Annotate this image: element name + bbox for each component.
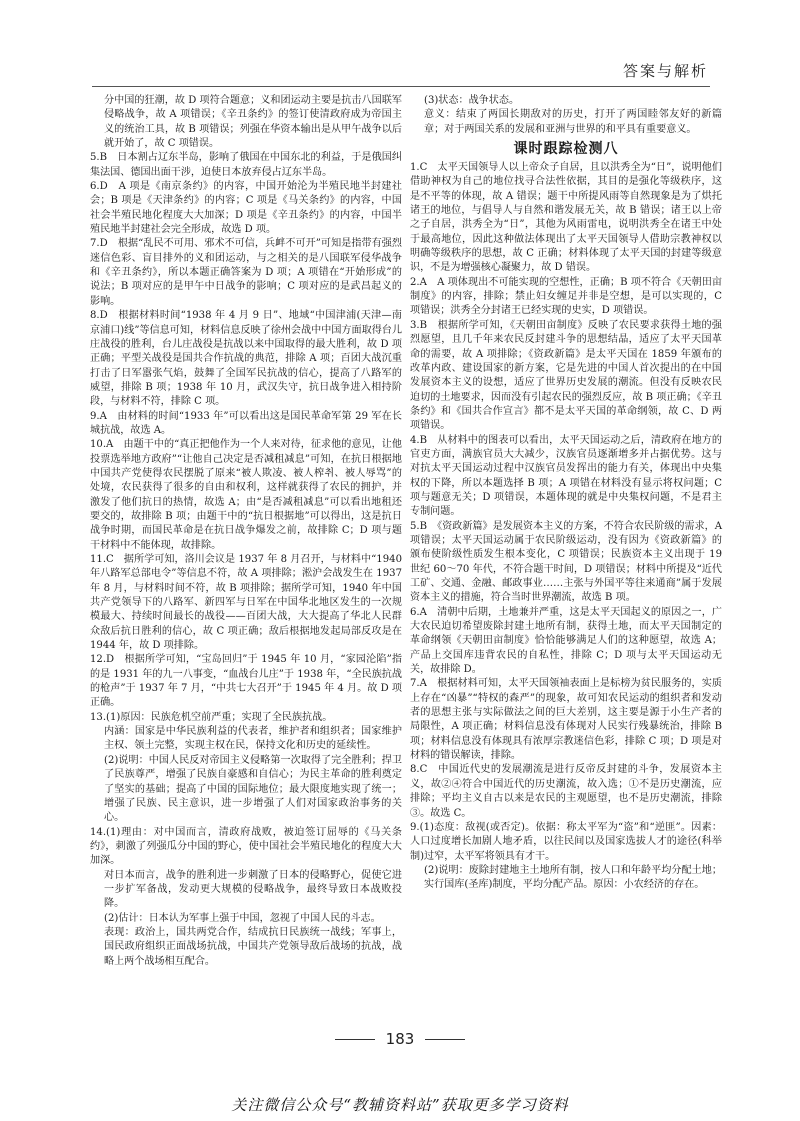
header-rule [92, 86, 710, 87]
answer-paragraph: 2.A A 项体现出不可能实现的空想性，正确；B 项不符合《天朝田亩制度》的内容，排除；禁止妇女缠足并非是空想，是可以实现的，C 项错误；洪秀全分封诸王已经实现的史实，D 项错误。 [410, 276, 722, 317]
section-title: 课时跟踪检测八 [513, 141, 619, 158]
answer-paragraph: 11.C 据所学可知，洛川会议是 1937 年 8 月召开，与材料中“1940 年八路军总部电令”等信息不符，故 A 项排除；淞沪会战发生在 1937 年 8 月，与材料时间不符，故 B 项排除；据所学可知，1940 年中国共产党领导下的八路军、新四军与日军在中国华北地区发生的一次规模最大、持续时间最长的战役——百团大战，大大提高了华北人民群众敌后抗日胜利的信心，故 C 项正确；敌后根据地发起局部反攻是在 1944 年，故 D 项排除。 [90, 554, 402, 652]
right-column-main [410, 161, 722, 893]
page-number-dash-right [425, 1039, 465, 1040]
answer-paragraph: 意义：结束了两国长期敌对的历史，打开了两国睦邻友好的新篇章；对于两国关系的发展和亚洲与世界的和平具有重要意义。 [424, 109, 722, 135]
answer-paragraph: 内涵：国家是中华民族利益的代表者，维护者和组织者；国家维护主权、领土完整，实现主权在民，保持文化和历史的延续性。 [104, 726, 402, 752]
answer-paragraph: (2)估计：日本认为军事上强于中国，忽视了中国人民的斗志。 [104, 912, 381, 924]
answer-paragraph: 5.B 日本割占辽东半岛，影响了俄国在中国东北的利益，于是俄国纠集法国、德国出面干涉，迫使日本放弃侵占辽东半岛。 [90, 152, 402, 178]
answer-paragraph: 6.D A 项是《南京条约》的内容，中国开始沦为半殖民地半封建社会；B 项是《天津条约》的内容；C 项是《马关条约》的内容，中国社会半殖民地化程度大大加深；D 项是《辛丑条约》的内容，中国半殖民地半封建社会完全形成，故选 D 项。 [90, 181, 402, 236]
answer-paragraph: 12.D 根据所学可知，“宝岛回归”于 1945 年 10 月，“家园沦陷”指的是 1931 年的九一八事变，“血战台儿庄”于 1938 年，“全民族抗战的枪声”于 1937 年 7 月，“中共七大召开”于 1945 年 4 月。故 D 项正确。 [90, 654, 402, 709]
answer-paragraph: 表现：政治上，国共两党合作，结成抗日民族统一战线；军事上，国民政府组织正面战场抗战，中国共产党领导敌后战场的抗战，战略上两个战场相互配合。 [104, 926, 402, 967]
right-column-top [410, 94, 722, 137]
answer-paragraph: 分中国的狂潮，故 D 项符合题意；义和团运动主要是抗击八国联军侵略战争，故 A 项错误；《辛丑条约》的签订使清政府成为帝国主义的统治工具，故 B 项错误；列强在华资本输出是从甲午战争以后就开始了，故 C 项错误。 [104, 95, 402, 150]
footer-note: 关注微信公众号“教辅资料站”获取更多学习资料 [231, 1096, 569, 1114]
answer-paragraph: 13.(1)原因：民族危机空前严重；实现了全民族抗战。 [90, 711, 333, 723]
page-number-value: 183 [385, 1030, 415, 1048]
answer-paragraph: 7.A 根据材料可知，太平天国领袖表面上是标榜为贫民服务的，实质上存在“凶暴”“特权的森严”的现象，故可知农民运动的组织者和发动者的思想主张与实际做法之间的巨大差别，这主要是源于小生产者的局限性，A 项正确；材料信息没有体现对人民实行残暴统治，排除 B 项；材料信息没有体现具有浓厚宗教迷信色彩，排除 C 项；D 项是对材料的错误解读，排除。 [410, 678, 722, 762]
answer-paragraph: 9.A 由材料的时间“1933 年”可以看出这是国民革命军第 29 军在长城抗战，故选 A。 [90, 410, 402, 436]
page-number [0, 1030, 800, 1048]
answer-paragraph: 4.B 从材料中的图表可以看出，太平天国运动之后，清政府在地方的官吏方面，满族官员大大减少，汉族官员逐渐增多并占据优势。这与对抗太平天国运动过程中汉族官员发挥出的能力有关，体现出中央集权的下降，所以本题选择 B 项；A 项错在材料没有显示将权问题；C 项与题意无关；D 项错误，本题体现的就是中央集权问题，不是君主专制问题。 [410, 434, 722, 518]
answer-paragraph: 1.C 太平天国领导人以上帝众子自居，且以洪秀全为“日”，说明他们借助神权为自己的地位找寻合法性依据，其目的是强化等级秩序，这是不平等的体现，故 A 错误；题干中所提风雨等自然现象是为了烘托诸王的地位，与倡导人与自然和谐发展无关，故 B 错误；诸王以上帝之子自居，洪秀全为“日”，其他为风雨雷电，说明洪秀全在诸王中处于最高地位，因此这种做法体现出了太平天国领导人借助宗教神权以明确等级秩序的思想，故 C 正确；材料体现了太平天国的封建等级意识，不是为增强核心凝聚力，故 D 错误。 [410, 162, 722, 274]
answer-paragraph: 8.D 根据材料时间“1938 年 4 月 9 日”、地域“中国津浦(天津—南京浦口)线”等信息可知，材料信息反映了徐州会战中中国方面取得台儿庄战役的胜利，台儿庄战役是抗战以来中国取得的最大胜利，故 D 项正确；平型关战役是国共合作抗战的典范，排除 A 项；百团大战沉重打击了日军嚣张气焰，鼓舞了全国军民抗战的信心，提高了八路军的威望，排除 B 项；1938 年 10 月，武汉失守，抗日战争进入相持阶段，与材料不符，排除 C 项。 [90, 310, 402, 408]
page-number-dash-left [335, 1039, 375, 1040]
answer-paragraph: 8.C 中国近代史的发展潮流是进行反帝反封建的斗争，发展资本主义，故②④符合中国近代的历史潮流，故入选；①不是历史潮流，应排除；平均主义自古以来是农民的主观愿望，也不是历史潮流，排除③。故选 C。 [410, 764, 722, 819]
answer-paragraph: 7.D 根据“乱民不可用、邪术不可信，兵衅不可开”可知是指带有强烈迷信色彩、盲目排外的义和团运动，与之相关的是八国联军侵华战争和《辛丑条约》，所以本题正确答案为 D 项；A 项错在“开始形成”的说法；B 项对应的是甲午中日战争的影响；C 项对应的是武昌起义的影响。 [90, 238, 402, 307]
answer-paragraph: 6.A 清朝中后期，土地兼并严重，这是太平天国起义的原因之一，广大农民迫切希望废除封建土地所有制，获得土地，而太平天国制定的革命纲领《天朝田亩制度》恰恰能够满足人们的这种愿望，故选 A；产品上交国库违背农民的自私性，排除 C；D 项与太平天国运动无关，故排除 D。 [410, 606, 722, 676]
answer-paragraph: 对日本而言，战争的胜利进一步刺激了日本的侵略野心，促使它进一步扩军备战，发动更大规模的侵略战争，最终导致日本战败投降。 [104, 869, 402, 910]
answer-paragraph: 9.(1)态度：敌视(或否定)。依据：称太平军为“盗”和“逆匪”。因素：人口过度增长加剧人地矛盾，以往民间以及国家选拔人才的途径(科举制)过窄，太平军将领具有才干。 [410, 821, 722, 862]
header-title: 答案与解析 [622, 62, 708, 80]
answer-paragraph: 10.A 由题干中的“真正把他作为一个人来对待，征求他的意见，让他投票选举地方政府”“让他自己决定是否减租减息”可知，在抗日根据地中国共产党使得农民摆脱了原来“被人欺凌、被人榨취、被人辱骂”的处境，农民获得了很多的自由和权利，这样就获得了农民的拥护，并激发了他们抗日的热情，故选 A；由“是否减租减息”可以看出地租还要交的，故排除 B 项；由题干中的“抗日根据地”可以得出，这是抗日战争时期，而国民革命是在抗日战争爆发之前，故排除 C；D 项与题干材料中不能体现，故排除。 [90, 439, 402, 551]
answer-paragraph: (2)说明：废除封建地主土地所有制，按人口和年龄平均分配土地；实行国库(圣库)制度，平均分配产品。原因：小农经济的存在。 [424, 864, 722, 891]
answer-paragraph: 14.(1)理由：对中国而言，清政府战败，被迫签订屈辱的《马关条约》，刺激了列强瓜分中国的野心，使中国社会半殖民地化的程度大大加深。 [90, 826, 402, 867]
answer-paragraph: (2)说明：中国人民反对帝国主义侵略第一次取得了完全胜利；捍卫了民族尊严，增强了民族自豪感和自信心；为民主革命的胜利奠定了坚实的基础；提高了中国的国际地位；最大限度地实现了统一；增强了民族、民主意识，进一步增强了人们对国家政治事务的关心。 [104, 754, 402, 824]
answer-paragraph: (3)状态：战争状态。 [424, 95, 520, 106]
left-column [90, 94, 402, 969]
answer-paragraph: 5.B 《资政新篇》是发展资本主义的方案，不符合农民阶级的需求，A 项错误；太平天国运动属于农民阶级运动，没有因为《资政新篇》的颁布使阶级性质发生根本变化，C 项错误；民族资本主义出现于 19 世纪 60～70 年代，不符合题干时间，D 项错误；材料中所提及“近代工矿、交通、金融、邮政事业……主张与外国平等往来通商”属于发展资本主义的措施，符合当时世界潮流，故选 B 项。 [410, 520, 723, 604]
right-column [410, 94, 722, 893]
answer-paragraph: 3.B 根据所学可知，《天朝田亩制度》反映了农民要求获得土地的强烈愿望，且几千年来农民反封建斗争的思想结晶，适应了太平天国革命的需要，故 A 项排除；《资政新篇》是太平天国在 1859 年颁布的改革内政、建设国家的新方案，它是先进的中国人首次提出的在中国发展资本主义的设想，适应了世界历史发展的潮流。但没有反映农民迫切的土地要求，因而没有引起农民的强烈反应，故 B 项正确；《辛丑条约》和《国共合作宣言》都不是太平天国的革命纲领，故 C、D 两项错误。 [410, 319, 722, 432]
